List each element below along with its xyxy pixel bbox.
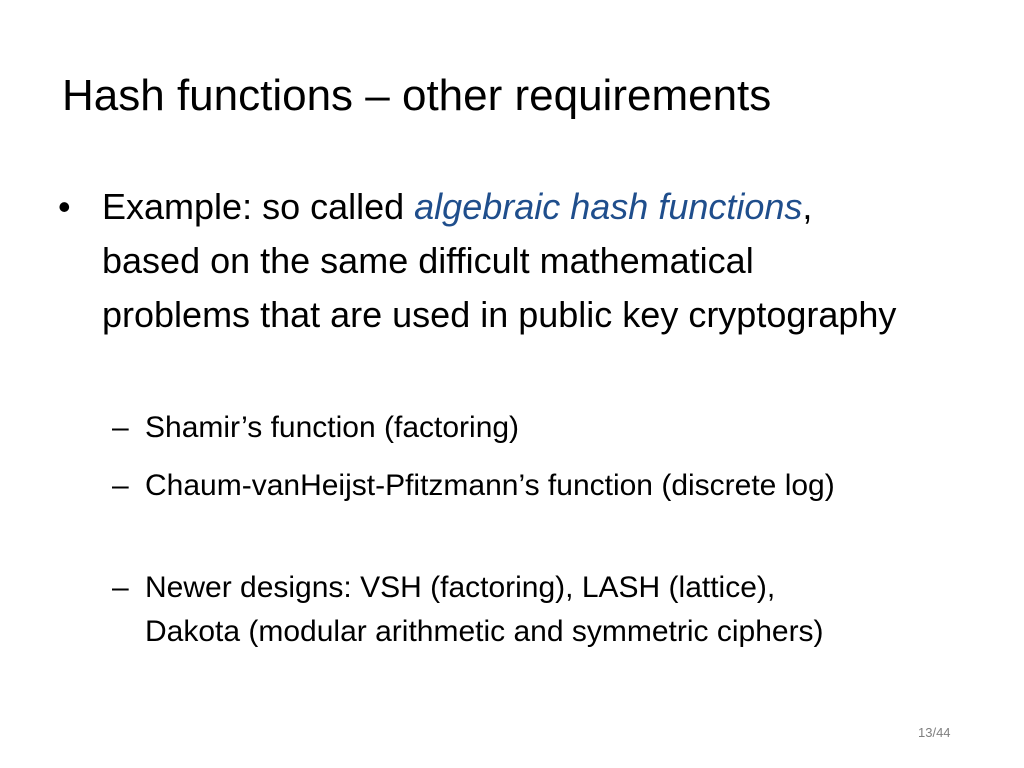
subbullet-marker: – <box>112 411 129 444</box>
subbullet-item <box>112 406 872 450</box>
subbullet-item <box>112 566 872 654</box>
subbullet-item <box>112 464 872 508</box>
bullet-text <box>102 180 908 342</box>
page-number: 13/44 <box>918 725 951 740</box>
emphasized-term: algebraic hash functions <box>414 186 803 227</box>
subbullet-marker: – <box>112 571 129 604</box>
bullet-item <box>58 180 908 342</box>
slide-title: Hash functions – other requirements <box>62 71 772 120</box>
bullet-text-suffix: , based on the same difficult mathematical problems that are used in public key cryptography <box>102 186 897 335</box>
subbullet-marker: – <box>112 469 129 502</box>
subbullet-text: Shamir’s function (factoring) <box>145 411 520 444</box>
subbullet-text: Chaum-vanHeijst-Pfitzmann’s function (discrete log) <box>145 469 835 502</box>
subbullet-text: Newer designs: VSH (factoring), LASH (lattice), Dakota (modular arithmetic and symmetric ciphers) <box>145 571 824 648</box>
bullet-marker: • <box>58 186 71 227</box>
bullet-text-prefix: Example: so called <box>102 186 415 227</box>
